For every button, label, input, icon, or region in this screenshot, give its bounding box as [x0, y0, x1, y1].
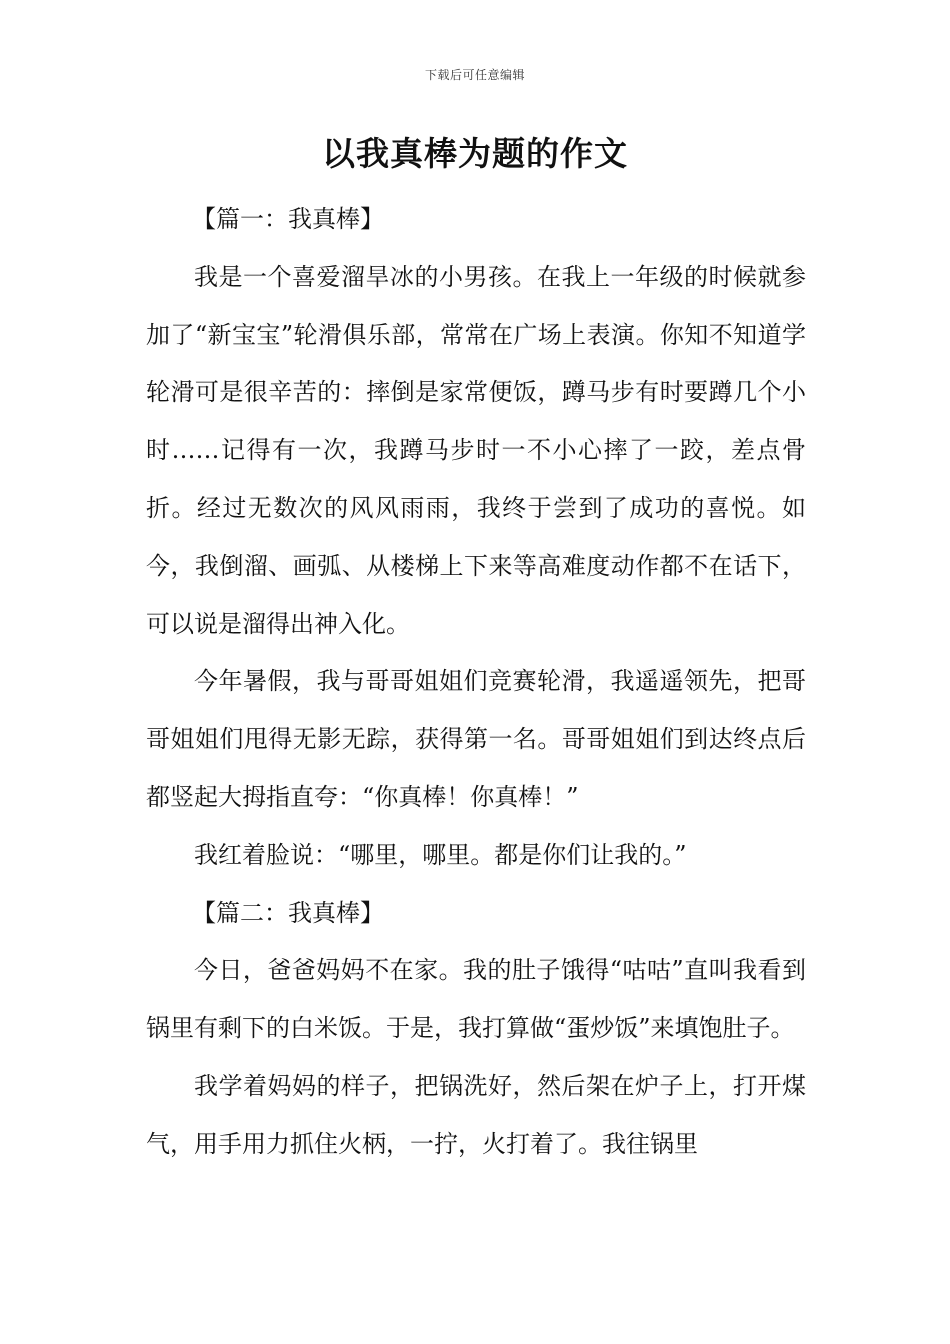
paragraph: 我学着妈妈的样子，把锅洗好，然后架在炉子上，打开煤气，用手用力抓住火柄，一拧，火打着了。我往锅里: [146, 1071, 806, 1158]
paragraph: 我是一个喜爱溜旱冰的小男孩。在我上一年级的时候就参加了“新宝宝”轮滑俱乐部，常常在广场上表演。你知不知道学轮滑可是很辛苦的：摔倒是家常便饭，蹲马步有时要蹲几个小时……记得有一次，我蹲马步时一不小心摔了一跤，差点骨折。经过无数次的风风雨雨，我终于尝到了成功的喜悦。如今，我倒溜、画弧、从楼梯上下来等高难度动作都不在话下，可以说是溜得出神入化。: [146, 262, 806, 638]
section-heading-1: 【篇一：我真棒】: [192, 205, 384, 233]
paragraph: 今年暑假，我与哥哥姐姐们竞赛轮滑，我遥遥领先，把哥哥姐姐们甩得无影无踪，获得第一名。哥哥姐姐们到达终点后都竖起大拇指直夸：“你真棒！你真棒！”: [146, 667, 806, 811]
header-note: 下载后可任意编辑: [424, 68, 525, 82]
paragraph: 今日，爸爸妈妈不在家。我的肚子饿得“咕咕”直叫我看到锅里有剩下的白米饭。于是，我打算做“蛋炒饭”来填饱肚子。: [146, 956, 806, 1043]
document-title: 以我真棒为题的作文: [322, 134, 628, 173]
document-body: [146, 191, 806, 1174]
paragraph: 我红着脸说：“哪里，哪里。都是你们让我的。”: [194, 840, 687, 869]
section-heading-2: 【篇二：我真棒】: [192, 898, 384, 927]
